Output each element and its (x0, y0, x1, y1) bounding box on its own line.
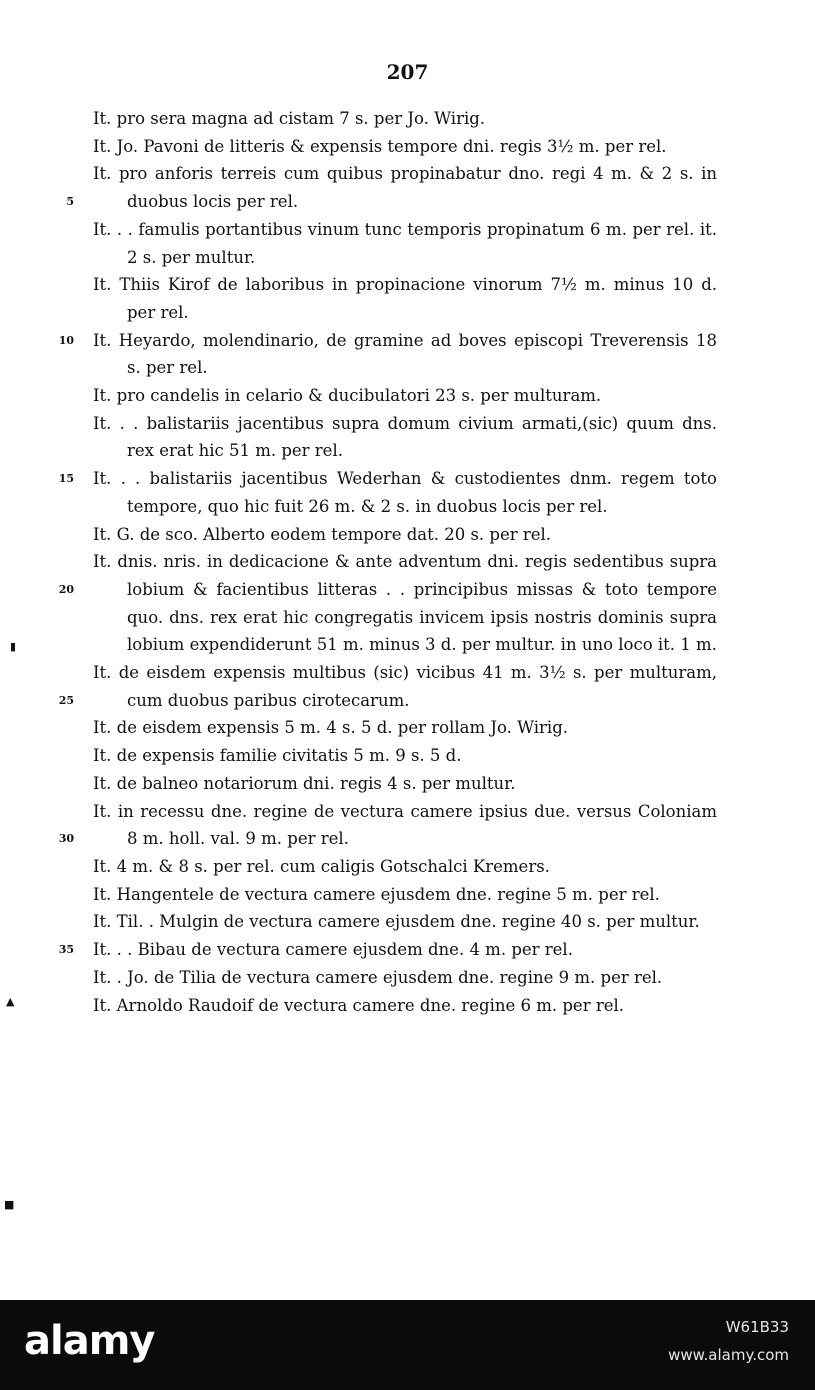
scan-mark: ▮ (10, 640, 17, 653)
entry: It. de eisdem expensis 5 m. 4 s. 5 d. per rollam Jo. Wirig. (93, 718, 569, 738)
entry: It. 4 m. & 8 s. per rel. cum caligis Gotschalci Kremers. (93, 856, 550, 876)
entry: It. . . balistariis jacentibus supra domum civium armati,(sic) quum dns. rex erat hic 51 m. per rel. (93, 413, 717, 461)
entry: It. de balneo notariorum dni. regis 4 s. per multur. (93, 773, 516, 793)
entry: It. G. de sco. Alberto eodem tempore dat. 20 s. per rel. (93, 524, 552, 544)
entry: It. . . Bibau de vectura camere ejusdem dne. 4 m. per rel. (93, 940, 573, 960)
line-number: 30 (58, 832, 74, 846)
scan-mark: ■ (4, 1198, 15, 1211)
line-number: 35 (58, 943, 74, 957)
entry: It. pro candelis in celario & ducibulatori 23 s. per multuram. (93, 386, 602, 406)
entry: 35 It. Til. . Mulgin de vectura camere ejusdem dne. regine 40 s. per multur. (0, 908, 717, 936)
entry: 20 It. dnis. nris. in dedicacione & ante adventum dni. regis sedentibus supra lobium & facientibus litteras . . principibus missas & toto tempore quo. dns. rex erat hic congregatis invicem ipsis nostris dominis supra lobium expendiderunt 51 m. minus 3 d. per multur. in uno loco it. 1 m. (0, 548, 717, 659)
entry: It. pro sera magna ad cistam 7 s. per Jo. Wirig. (93, 109, 486, 128)
entry: It. Hangentele de vectura camere ejusdem dne. regine 5 m. per rel. (93, 884, 660, 904)
entry: It. . . famulis portantibus vinum tunc temporis propinatum 6 m. per rel. it. 2 s. per multur. (93, 219, 717, 267)
watermark-footer (0, 1300, 815, 1390)
entry-list (0, 105, 815, 1019)
line-number: 25 (58, 693, 74, 707)
line-number: 20 (58, 582, 74, 596)
page-number: 207 (386, 60, 429, 84)
line-number: 5 (66, 195, 74, 209)
entry: 10 It. Heyardo, molendinario, de gramine ad boves episcopi Treverensis 18 s. per rel. (0, 327, 717, 382)
entry: It. . Jo. de Tilia de vectura camere ejusdem dne. regine 9 m. per rel. (93, 967, 663, 987)
scan-mark: ▲ (6, 995, 15, 1008)
image-id: W61B33 (725, 1318, 789, 1336)
entry: It. de expensis familie civitatis 5 m. 9 s. 5 d. (93, 746, 462, 766)
entry: 30 It. in recessu dne. regine de vectura camere ipsius due. versus Coloniam 8 m. holl. val. 9 m. per rel. (0, 798, 717, 853)
entry: 25 It. de eisdem expensis multibus (sic) vicibus 41 m. 3½ s. per multuram, cum duobus paribus cirotecarum. (0, 659, 717, 714)
entry: 15 It. . . balistariis jacentibus Wederhan & custodientes dnm. regem toto tempore, quo hic fuit 26 m. & 2 s. in duobus locis per rel. (0, 465, 717, 520)
entry: It. Thiis Kirof de laboribus in propinacione vinorum 7½ m. minus 10 d. per rel. (93, 275, 717, 322)
entry: It. Arnoldo Raudoif de vectura camere dne. regine 6 m. per rel. (93, 995, 625, 1015)
site-url: www.alamy.com (668, 1346, 789, 1364)
entry: It. Jo. Pavoni de litteris & expensis tempore dni. regis 3½ m. per rel. (93, 136, 667, 156)
entry: 5 It. pro anforis terreis cum quibus propinabatur dno. regi 4 m. & 2 s. in duobus locis per rel. (0, 160, 717, 215)
line-number: 10 (58, 333, 74, 347)
brand-logo: alamy (24, 1318, 155, 1364)
line-number: 15 (58, 472, 74, 486)
